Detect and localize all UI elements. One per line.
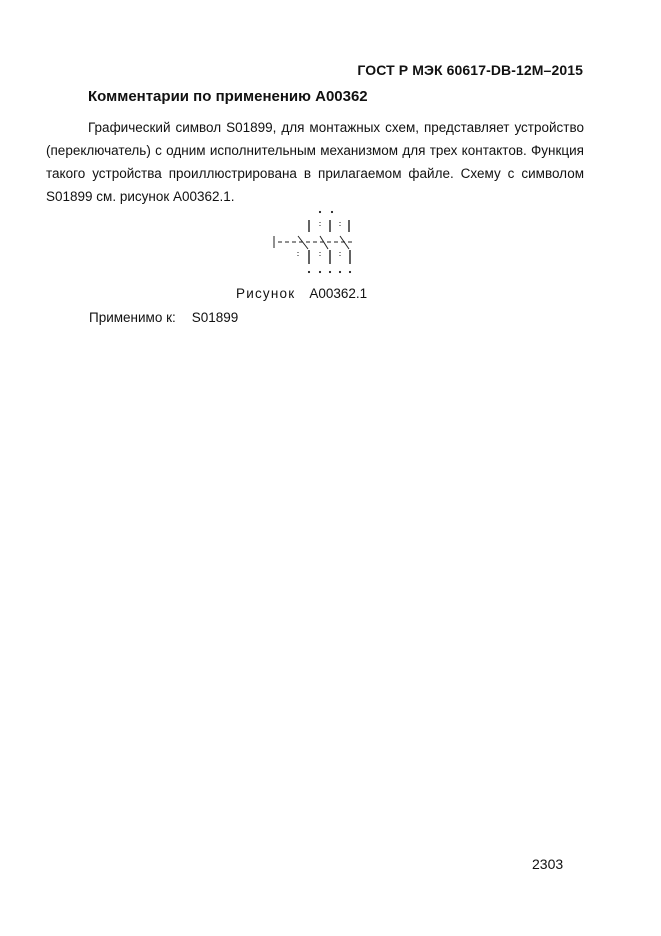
terminal-dot [329,271,330,272]
figure-caption [236,286,367,301]
applicable-label: Применимо к: [89,310,176,325]
terminal-dot [349,271,350,272]
switch-symbol-diagram [262,206,372,284]
terminal-dot [339,271,340,272]
figure-caption-word: Рисунок [236,286,296,301]
terminal-dot [308,271,309,272]
section-title: Комментарии по применению A00362 [88,88,368,105]
body-paragraph: Графический символ S01899, для монтажных схем, представляет устройство (переключатель) с одним исполнительным механизмом для трех контактов. Функция такого устройства проиллюстрирована в прилагаемом файле. Схему с символом S01899 см. рисунок А00362.1. [46,120,584,204]
terminal-dot [319,271,320,272]
terminal-dot [319,211,320,212]
document-code: ГОСТ Р МЭК 60617-DB-12M–2015 [357,62,583,78]
page-number: 2303 [532,856,564,872]
figure-caption-id: A00362.1 [309,286,368,301]
terminal-dot [331,211,332,212]
switch-symbol-figure [262,206,372,284]
applicable-to [89,310,238,325]
applicable-value: S01899 [191,310,239,325]
